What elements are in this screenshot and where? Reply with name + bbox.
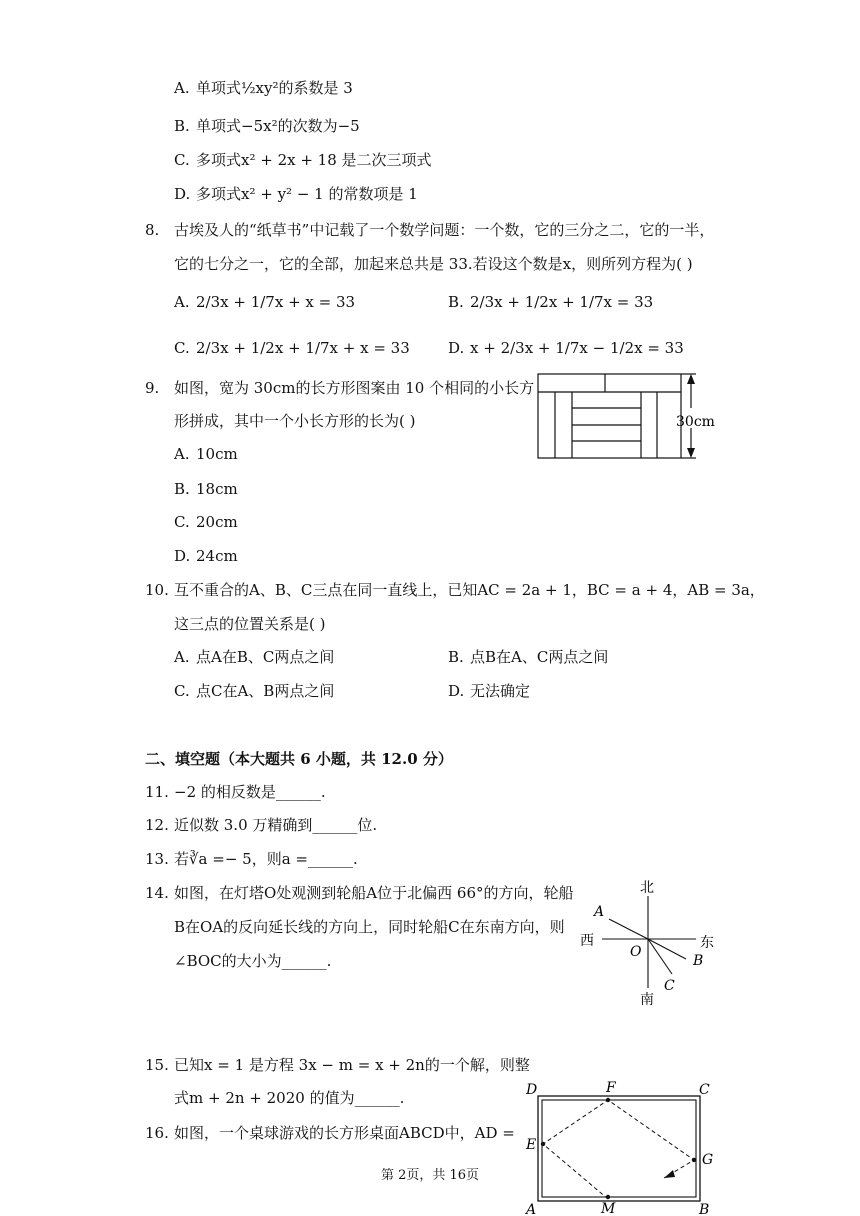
point-e-label: E [526, 1137, 537, 1153]
q10-option-d [448, 681, 530, 701]
point-m-dot [606, 1195, 610, 1199]
q9-number: 9. [145, 379, 160, 397]
q15-stem-line2: 式m + 2n + 2020 的值为______. [174, 1089, 405, 1107]
option-text: 点C在A、B两点之间 [196, 682, 335, 700]
q10-stem-line2: 这三点的位置关系是( ) [174, 615, 326, 633]
option-text: 10cm [196, 445, 238, 463]
q10-option-c [174, 681, 334, 701]
q15-number: 15. [145, 1056, 169, 1074]
option-letter: D. [448, 682, 465, 700]
point-f-label: F [606, 1080, 616, 1096]
option-text: 点A在B、C两点之间 [196, 648, 335, 666]
q8-stem-line1: 古埃及人的“纸草书”中记载了一个数学问题：一个数，它的三分之二，它的一半， [174, 221, 715, 239]
table-outer-edge [538, 1096, 700, 1201]
q8-option-d [448, 338, 684, 358]
option-letter: A. [174, 445, 190, 463]
option-letter: C. [174, 682, 190, 700]
q11-number: 11. [145, 783, 169, 801]
dimension-label: 30cm [676, 414, 715, 430]
q16-number: 16. [145, 1124, 169, 1142]
option-letter: A. [174, 293, 190, 311]
q9-stem-line2: 形拼成，其中一个小长方形的长为( ) [174, 412, 416, 430]
ray-oc [648, 939, 672, 974]
option-letter: A. [174, 648, 190, 666]
point-c-label: C [664, 978, 675, 994]
option-letter: D. [448, 339, 465, 357]
option-text: x + 2/3x + 1/7x − 1/2x = 33 [470, 339, 684, 357]
q8-stem-line2: 它的七分之一，它的全部，加起来总共是 33.若设这个数是x，则所列方程为( ) [174, 255, 693, 273]
option-letter: A. [174, 79, 190, 97]
q9-option-c [174, 512, 238, 532]
q9-option-a [174, 444, 238, 464]
ray-oa [609, 919, 648, 939]
east-label: 东 [700, 935, 714, 951]
outer-rectangle [538, 374, 681, 458]
option-letter: B. [448, 293, 464, 311]
page-footer: 第 2页，共 16页 [380, 1168, 480, 1183]
ray-ob [648, 939, 686, 959]
q7-option-c [174, 150, 432, 170]
point-b-label: B [693, 953, 704, 969]
dimension-arrow-up [687, 374, 695, 384]
q10-number: 10. [145, 581, 169, 599]
option-text: 20cm [196, 513, 238, 531]
q8-number: 8. [145, 221, 160, 239]
corner-a-label: A [526, 1202, 537, 1216]
section-title: 二、填空题（本大题共 6 小题，共 12.0 分） [145, 750, 453, 768]
q13-number: 13. [145, 850, 169, 868]
option-letter: B. [174, 117, 190, 135]
q12-number: 12. [145, 816, 169, 834]
q9-option-b [174, 479, 238, 499]
q10-stem-line1: 互不重合的A、B、C三点在同一直线上，已知AC = 2a + 1，BC = a + 4，AB = 3a， [174, 581, 765, 599]
point-f-dot [606, 1098, 610, 1102]
option-letter: B. [174, 480, 190, 498]
q9-rectangle-figure [530, 368, 730, 464]
west-label: 西 [580, 933, 594, 949]
point-a-label: A [594, 904, 605, 920]
option-text: 多项式x² + y² − 1 的常数项是 1 [196, 185, 418, 203]
q10-option-b [448, 647, 608, 667]
option-letter: D. [174, 547, 191, 565]
q14-compass-figure [576, 876, 726, 1008]
q16-stem-line1: 如图，一个桌球游戏的长方形桌面ABCD中，AD = [174, 1124, 515, 1142]
option-letter: D. [174, 185, 191, 203]
point-o-label: O [630, 944, 642, 960]
q14-stem-line1: 如图，在灯塔O处观测到轮船A位于北偏西 66°的方向，轮船 [174, 884, 574, 902]
point-m-label: M [601, 1201, 616, 1216]
option-text: 单项式½xy²的系数是 3 [196, 79, 353, 97]
q8-option-c [174, 338, 410, 358]
point-g-dot [692, 1158, 696, 1162]
point-e-dot [541, 1142, 545, 1146]
option-text: 无法确定 [470, 682, 531, 700]
q8-option-a [174, 292, 355, 312]
option-text: 多项式x² + 2x + 18 是二次三项式 [196, 151, 432, 169]
south-label: 南 [640, 992, 654, 1008]
option-text: 单项式−5x²的次数为−5 [196, 117, 360, 135]
q14-stem-line2: B在OA的反向延长线的方向上，同时轮船C在东南方向，则 [174, 918, 565, 936]
ball-path [543, 1100, 694, 1199]
option-text: 点B在A、C两点之间 [470, 648, 609, 666]
q7-option-d [174, 184, 418, 204]
q13-text: 若∛a =− 5，则a =______. [174, 850, 358, 868]
dimension-arrow-down [687, 448, 695, 458]
corner-c-label: C [699, 1082, 710, 1098]
option-text: 2/3x + 1/7x + x = 33 [196, 293, 356, 311]
q14-number: 14. [145, 884, 169, 902]
q9-stem-line1: 如图，宽为 30cm的长方形图案由 10 个相同的小长方 [174, 379, 535, 397]
q7-option-b [174, 116, 360, 136]
north-label: 北 [640, 880, 654, 896]
corner-d-label: D [526, 1082, 538, 1098]
q16-billiard-table-figure [524, 1076, 720, 1214]
option-text: 24cm [196, 547, 238, 565]
option-letter: C. [174, 339, 190, 357]
q10-option-a [174, 647, 334, 667]
q15-stem-line1: 已知x = 1 是方程 3x − m = x + 2n的一个解，则整 [174, 1056, 530, 1074]
q11-text: −2 的相反数是______. [174, 783, 326, 801]
q12-text: 近似数 3.0 万精确到______位. [174, 816, 378, 834]
q7-option-a [174, 78, 353, 98]
corner-b-label: B [699, 1202, 710, 1216]
q9-option-d [174, 546, 238, 566]
option-letter: C. [174, 151, 190, 169]
option-letter: B. [448, 648, 464, 666]
option-text: 2/3x + 1/2x + 1/7x + x = 33 [196, 339, 410, 357]
q8-option-b [448, 292, 653, 312]
option-letter: C. [174, 513, 190, 531]
option-text: 2/3x + 1/2x + 1/7x = 33 [470, 293, 654, 311]
point-g-label: G [702, 1152, 714, 1168]
q14-stem-line3: ∠BOC的大小为______. [174, 952, 332, 970]
option-text: 18cm [196, 480, 238, 498]
